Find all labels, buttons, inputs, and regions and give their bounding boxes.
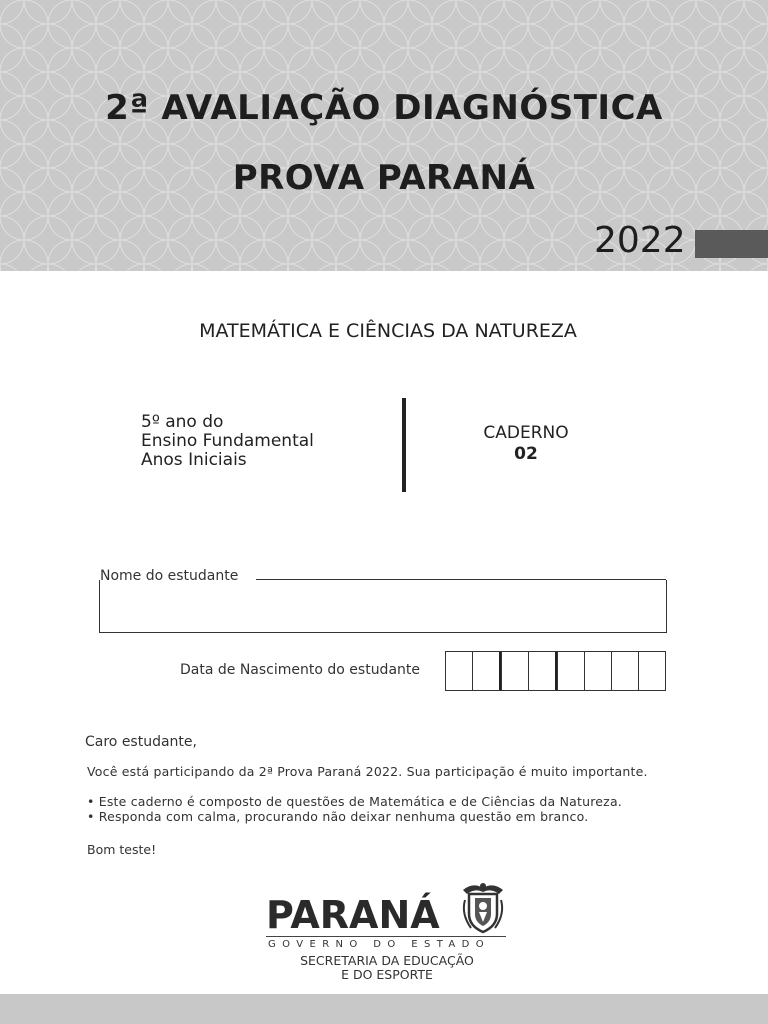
grade-info xyxy=(141,413,314,470)
birthdate-digit-box[interactable] xyxy=(472,651,502,691)
birthdate-label: Data de Nascimento do estudante xyxy=(180,662,421,678)
birthdate-digit-box[interactable] xyxy=(611,651,639,691)
booklet-info xyxy=(470,423,582,465)
birthdate-digit-box[interactable] xyxy=(584,651,612,691)
year-bar xyxy=(695,230,768,258)
title-line-1: 2ª AVALIAÇÃO DIAGNÓSTICA xyxy=(105,88,663,128)
birthdate-digit-box[interactable] xyxy=(557,651,585,691)
government-label: GOVERNO DO ESTADO xyxy=(268,939,491,950)
logo-rule xyxy=(266,936,506,937)
birthdate-digit-box[interactable] xyxy=(501,651,529,691)
department-line-2: E DO ESPORTE xyxy=(341,967,433,982)
booklet-number: 02 xyxy=(514,444,538,464)
state-crest-icon xyxy=(459,880,507,936)
grade-line-3: Anos Iniciais xyxy=(141,450,247,470)
birthdate-digit-box[interactable] xyxy=(445,651,473,691)
grade-line-2: Ensino Fundamental xyxy=(141,431,314,451)
year: 2022 xyxy=(594,220,686,261)
booklet-label: CADERNO xyxy=(483,423,569,443)
title-line-2: PROVA PARANÁ xyxy=(232,158,536,198)
student-name-field[interactable] xyxy=(99,580,667,633)
instruction-item: • Responda com calma, procurando não deixar nenhuma questão em branco. xyxy=(87,809,589,824)
grade-line-1: 5º ano do xyxy=(141,412,224,432)
birthdate-digit-box[interactable] xyxy=(638,651,666,691)
student-name-label: Nome do estudante xyxy=(100,568,239,584)
intro-text: Você está participando da 2ª Prova Paraná 2022. Sua participação é muito importante. xyxy=(87,764,648,779)
instruction-item: • Este caderno é composto de questões de Matemática e de Ciências da Natureza. xyxy=(87,794,622,809)
instruction-list xyxy=(87,794,622,824)
birthdate-field[interactable] xyxy=(445,651,665,691)
subject-title: MATEMÁTICA E CIÊNCIAS DA NATUREZA xyxy=(199,320,577,342)
department-name xyxy=(287,954,487,982)
parana-wordmark: PARANÁ xyxy=(266,893,440,937)
greeting: Caro estudante, xyxy=(85,734,197,750)
cover-header xyxy=(0,0,768,271)
vertical-divider xyxy=(402,398,406,492)
department-line-1: SECRETARIA DA EDUCAÇÃO xyxy=(300,953,474,968)
birthdate-digit-box[interactable] xyxy=(528,651,558,691)
footer-bar xyxy=(0,994,768,1024)
closing-text: Bom teste! xyxy=(87,842,157,857)
